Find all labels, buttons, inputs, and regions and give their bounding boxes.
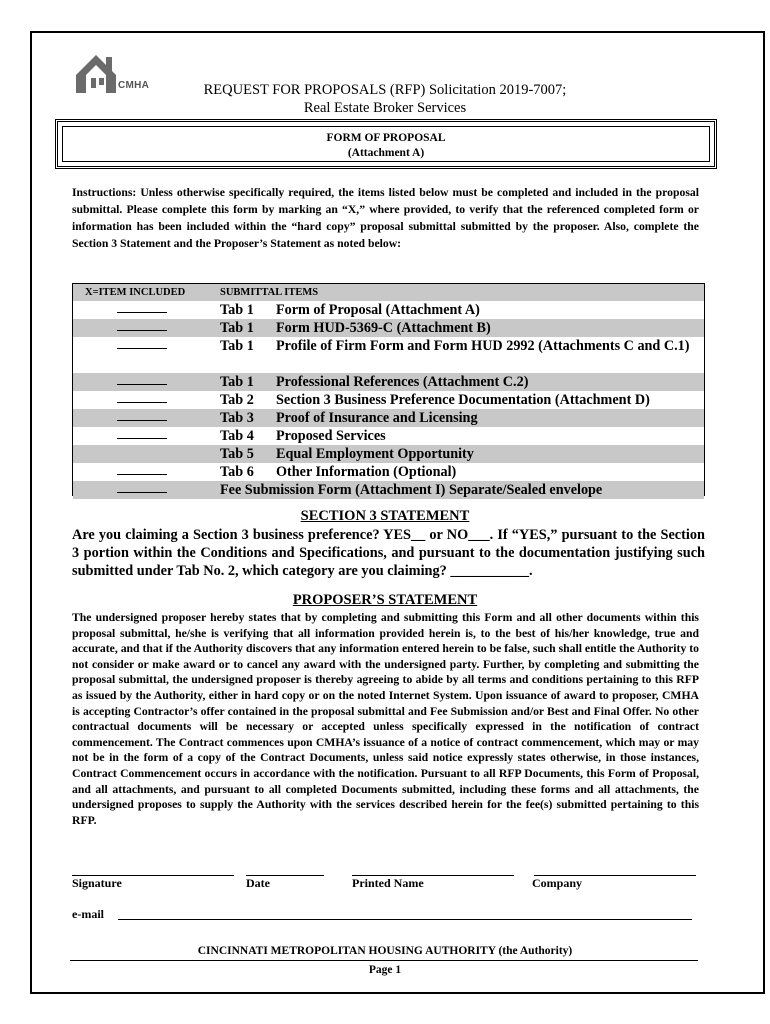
table-row: [73, 319, 704, 337]
document-title: [170, 81, 600, 117]
tab-label: Tab 1: [220, 302, 254, 318]
tab-label: Tab 6: [220, 464, 254, 480]
form-title: FORM OF PROPOSAL: [326, 132, 446, 144]
table-row: [73, 337, 704, 373]
submittal-items-table: [72, 283, 705, 496]
date-label: Date: [246, 876, 270, 890]
check-field[interactable]: [117, 409, 167, 421]
item-description: Fee Submission Form (Attachment I) Separate/Sealed envelope: [220, 482, 603, 498]
tab-label: Tab 5: [220, 446, 254, 462]
table-row: [73, 463, 704, 481]
signature-label: Signature: [72, 876, 122, 890]
email-line[interactable]: [118, 919, 692, 920]
email-label: e-mail: [72, 907, 104, 921]
proposer-heading: PROPOSER’S STATEMENT: [292, 592, 478, 608]
table-row: [73, 301, 704, 319]
item-description: Other Information (Optional): [276, 464, 457, 480]
item-description: Professional References (Attachment C.2): [276, 374, 529, 390]
form-of-proposal-box: [55, 119, 717, 169]
table-header: [73, 284, 704, 301]
tab-label: Tab 2: [220, 392, 254, 408]
check-field[interactable]: [117, 373, 167, 385]
title-line-2: Real Estate Broker Services: [303, 100, 467, 116]
item-description: Form HUD-5369-C (Attachment B): [276, 320, 491, 336]
header-submittal-items: SUBMITTAL ITEMS: [220, 287, 319, 298]
table-row: [73, 391, 704, 409]
check-field[interactable]: [117, 337, 167, 349]
item-description: Form of Proposal (Attachment A): [276, 302, 480, 318]
table-row: [73, 445, 704, 463]
form-of-proposal-inner: [62, 126, 710, 162]
footer-organization: CINCINNATI METROPOLITAN HOUSING AUTHORITY (the Authority): [197, 945, 573, 957]
table-row: [73, 427, 704, 445]
table-row: [73, 481, 704, 499]
check-field[interactable]: [117, 319, 167, 331]
check-field[interactable]: [117, 391, 167, 403]
item-description: Proof of Insurance and Licensing: [276, 410, 478, 426]
section3-heading: SECTION 3 STATEMENT: [300, 508, 470, 524]
form-subtitle: (Attachment A): [347, 147, 425, 159]
check-field[interactable]: [117, 301, 167, 313]
logo-text: CMHA: [118, 80, 150, 91]
proposer-statement-text: The undersigned proposer hereby states that by completing and submitting this Form and all other documents within this proposal submittal, he/she is verifying that all information provided herein is, to the best of his/her knowledge, true and accurate, and that if the Authority discovers that any information entered herein to be false, such shall entitle the Authority to not consider or make award or to cancel any award with the undersigned party. Further, by completing and submitting the proposal submittal, the undersigned proposer is thereby agreeing to abide by all terms and conditions pertaining to this RFP as issued by the Authority, either in hard copy or on the noted Internet System. Upon issuance of award to proposer, CMHA is accepting Contractor’s offer contained in the proposal submittal and Fee Submission and/or Best and Final Offer. No other contractual documents will be necessary or accepted unless specifically expressed in the notification of contract commencement. The Contract commences upon CMHA’s issuance of a notice of contract commencement, which may or may not be in the form of a copy of the Contract Documents, unless said notice expressly states otherwise, in those instances, Contract Commencement occurs in accordance with the notification. Pursuant to all RFP Documents, this Form of Proposal, and all attachments, and pursuant to all completed Documents submitted, including these forms and all attachments, the undersigned proposes to supply the Authority with the services described herein for the fee(s) submitted pertaining to this RFP.: [72, 611, 699, 827]
item-description: Profile of Firm Form and Form HUD 2992 (Attachments C and C.1): [276, 338, 690, 354]
company-label: Company: [532, 876, 583, 890]
item-description: Section 3 Business Preference Documentation (Attachment D): [276, 392, 650, 408]
tab-label: Tab 1: [220, 338, 254, 354]
instructions-text: Instructions: Unless otherwise specifically required, the items listed below must be completed and included in the proposal submittal. Please complete this form by marking an “X,” where provided, to verify that the referenced completed form or information has been included within the “hard copy” proposal submittal submitted by the proposer. Also, complete the Section 3 Statement and the Proposer’s Statement as noted below:: [72, 186, 699, 250]
check-field[interactable]: [117, 481, 167, 493]
header-item-included: X=ITEM INCLUDED: [85, 287, 186, 298]
printed-name-label: Printed Name: [352, 876, 424, 890]
check-field[interactable]: [117, 463, 167, 475]
table-row: [73, 409, 704, 427]
section3-text: Are you claiming a Section 3 business preference? YES__ or NO___. If “YES,” pursuant to the Section 3 portion within the Conditions and Specifications, and pursuant to the documentation justifying such submitted under Tab No. 2, which category are you claiming? ___________.: [72, 527, 705, 579]
tab-label: Tab 1: [220, 320, 254, 336]
item-description: Proposed Services: [276, 428, 386, 444]
title-line-1: REQUEST FOR PROPOSALS (RFP) Solicitation 2019-7007;: [203, 82, 567, 98]
table-row: [73, 373, 704, 391]
tab-label: Tab 1: [220, 374, 254, 390]
check-field[interactable]: [117, 427, 167, 439]
tab-label: Tab 4: [220, 428, 254, 444]
item-description: Equal Employment Opportunity: [276, 446, 474, 462]
page-number: Page 1: [368, 964, 402, 976]
tab-label: Tab 3: [220, 410, 254, 426]
footer-divider: [70, 960, 698, 961]
